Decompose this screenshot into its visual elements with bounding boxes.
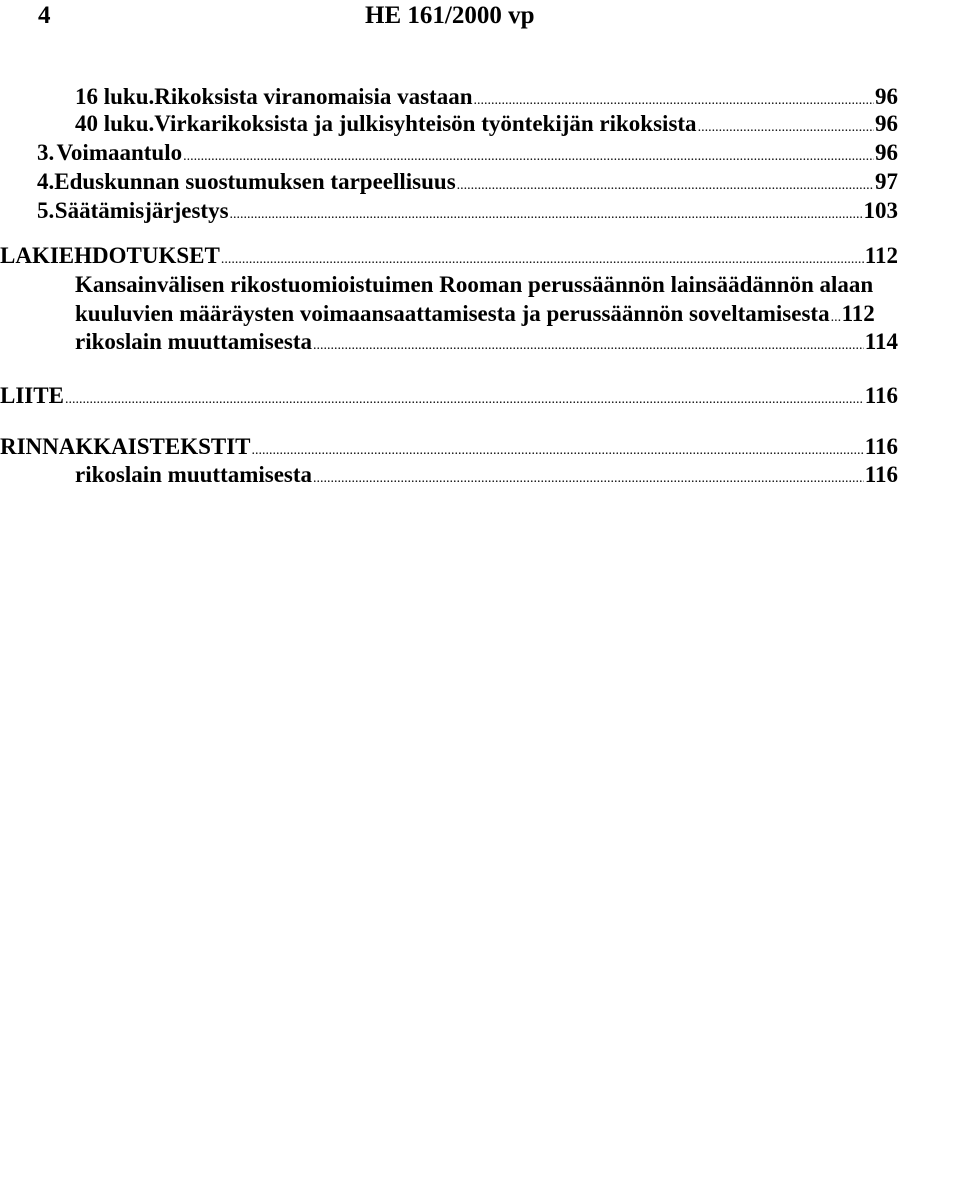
toc-section-title: RINNAKKAISTEKSTIT [0, 434, 251, 459]
toc-entry-section[interactable] [0, 241, 898, 271]
dot-leader [230, 200, 863, 230]
toc-entry[interactable] [75, 109, 898, 139]
toc-entry-title: rikoslain muuttamisesta [75, 329, 313, 354]
dot-leader [313, 331, 864, 361]
toc-section-title: LIITE [0, 383, 64, 408]
toc-entry[interactable] [37, 167, 898, 197]
toc-entry-number: 4. [37, 169, 55, 194]
toc-entry-page: 96 [875, 111, 898, 136]
toc-entry-title: rikoslain muuttamisesta [75, 462, 313, 487]
toc-entry[interactable] [75, 327, 898, 357]
toc-entry-page: 103 [863, 198, 898, 223]
toc-entry-page: 114 [864, 329, 898, 354]
toc-entry-title: Rikoksista viranomaisia vastaan [154, 84, 473, 109]
toc-entry-title: kuuluvien määräysten voimaansaattamisesta ja perussäännön soveltamisesta [75, 301, 830, 326]
toc-entry-title-line1[interactable]: Kansainvälisen rikostuomioistuimen Rooman perussäännön lainsäädännön alaan [75, 272, 874, 297]
toc-entry[interactable] [37, 196, 898, 226]
toc-entry-section[interactable] [0, 432, 898, 462]
toc-entry-page: 112 [841, 301, 875, 326]
toc-entry[interactable] [75, 460, 898, 490]
page-number: 4 [38, 2, 51, 29]
toc-entry-page: 116 [864, 462, 898, 487]
toc-entry[interactable] [75, 82, 898, 112]
toc-entry-number: 40 luku. [75, 111, 155, 136]
toc-entry-title: Virkarikoksista ja julkisyhteisön työntekijän rikoksista [154, 111, 697, 136]
toc-entry-page: 96 [875, 140, 898, 165]
toc-entry-number: 5. [37, 198, 55, 223]
toc-entry-page: 112 [864, 243, 898, 268]
dot-leader [65, 385, 864, 415]
toc-entry-page: 116 [864, 383, 898, 408]
toc-entry-page: 96 [875, 84, 898, 109]
toc-entry-title: Eduskunnan suostumuksen tarpeellisuus [54, 169, 456, 194]
toc-entry[interactable] [37, 138, 898, 168]
toc-section-title: LAKIEHDOTUKSET [0, 243, 220, 268]
toc-entry-number: 16 luku. [75, 84, 155, 109]
toc-entry-title: Voimaantulo [56, 140, 183, 165]
document-id: HE 161/2000 vp [365, 2, 535, 29]
toc-entry-section[interactable] [0, 381, 898, 411]
toc-entry-page: 97 [875, 169, 898, 194]
toc-entry-page: 116 [864, 434, 898, 459]
toc-entry-title: Säätämisjärjestys [54, 198, 229, 223]
toc-entry-number: 3. [37, 140, 55, 165]
dot-leader [313, 464, 864, 494]
toc-entry[interactable] [75, 299, 898, 329]
